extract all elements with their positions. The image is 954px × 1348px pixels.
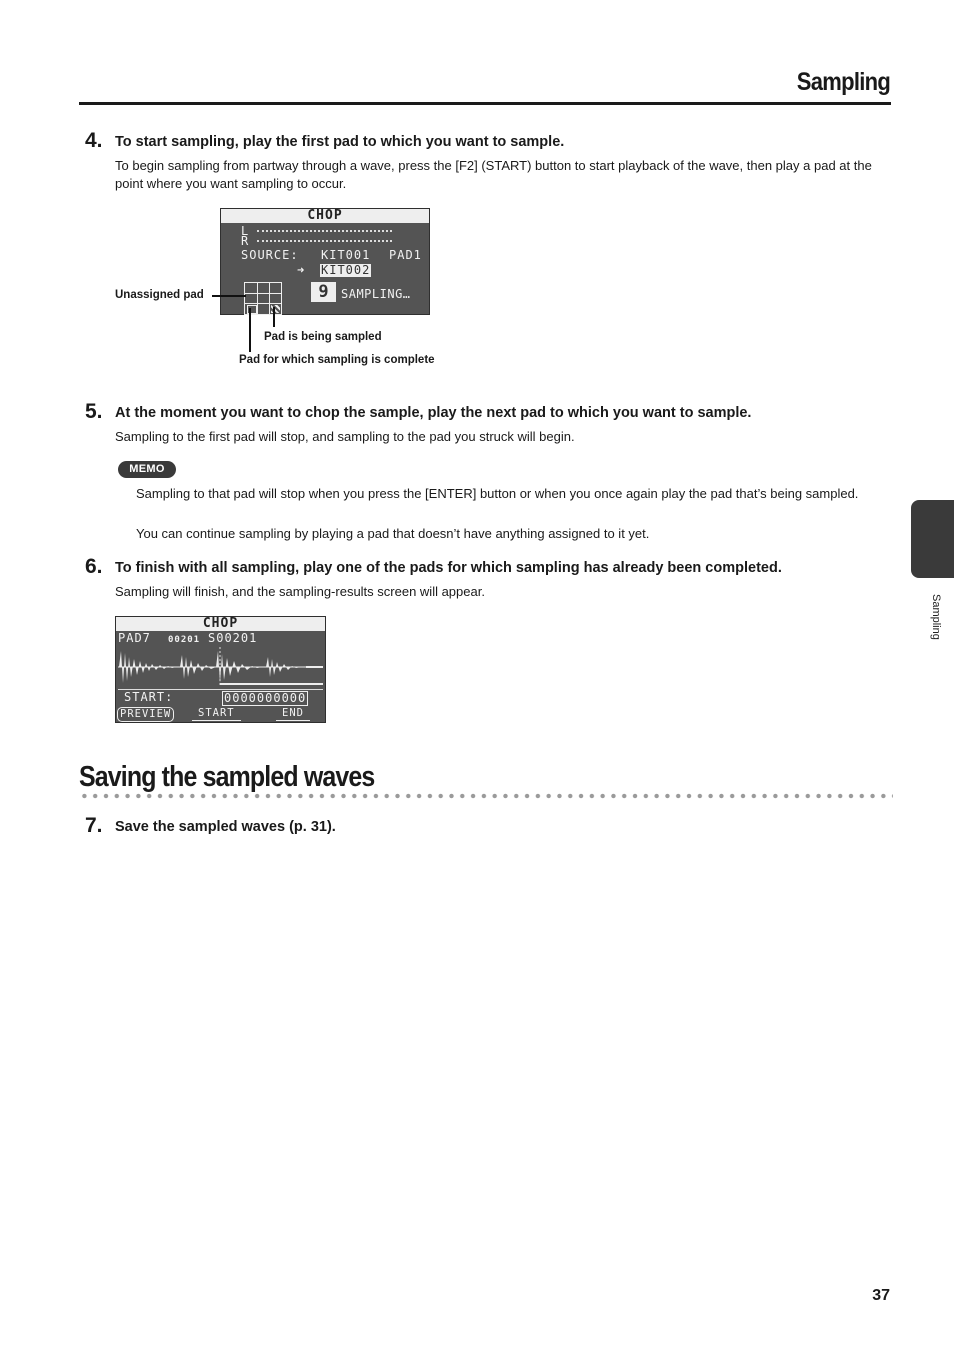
step-5-body: Sampling to the first pad will stop, and sampling to the pad you struck will begin.: [115, 429, 575, 444]
callout-being-sampled-line: [273, 307, 275, 327]
step-7-heading: Save the sampled waves (p. 31).: [115, 819, 336, 835]
start-button[interactable]: START: [192, 707, 241, 721]
meter-l-bar: [257, 230, 392, 234]
sample-index: 00201: [168, 635, 201, 645]
meter-l-label: L: [241, 224, 250, 238]
waveform: [116, 647, 325, 687]
step-6-number: 6.: [85, 555, 103, 578]
callout-complete: Pad for which sampling is complete: [239, 354, 435, 366]
selection-range: [220, 683, 323, 685]
start-value: 0000000000: [224, 691, 307, 705]
step-7-number: 7.: [85, 814, 103, 837]
step-4-number: 4.: [85, 129, 103, 152]
source-kit: KIT001: [321, 248, 371, 262]
section-title: Saving the sampled waves: [79, 761, 375, 793]
callout-being-sampled: Pad is being sampled: [264, 331, 382, 343]
step-4-heading: To start sampling, play the first pad to which you want to sample.: [115, 134, 565, 150]
dest-kit: KIT002: [321, 263, 371, 277]
memo-line-2: You can continue sampling by playing a pad that doesn’t have anything assigned to it yet.: [136, 526, 650, 541]
chapter-side-tab: [911, 500, 954, 578]
chop-sampling-screen: [220, 208, 430, 315]
sampling-status: SAMPLING…: [341, 287, 411, 301]
page-header-title: Sampling: [796, 68, 890, 96]
meter-r-bar: [257, 240, 392, 244]
sample-name: S00201: [208, 631, 258, 645]
step-4-body: To begin sampling from partway through a wave, press the [F2] (START) button to start playback of the wave, then play a pad at the point where you want sampling to occur.: [115, 158, 872, 191]
screen2-title: CHOP: [116, 617, 325, 631]
memo-line-1: Sampling to that pad will stop when you press the [ENTER] button or when you once again play the pad that’s being sampled.: [136, 486, 859, 501]
step-5-heading: At the moment you want to chop the sample, play the next pad to which you want to sample.: [115, 405, 752, 421]
end-button[interactable]: END: [276, 707, 310, 721]
pad-label: PAD7: [118, 631, 151, 645]
step-5-number: 5.: [85, 400, 103, 423]
source-pad: PAD1: [389, 248, 422, 262]
chop-results-screen: [115, 616, 326, 723]
section-dotted-rule: [79, 793, 893, 799]
screen1-title: CHOP: [221, 209, 429, 223]
source-label: SOURCE:: [241, 248, 299, 262]
page-number: 37: [872, 1287, 890, 1304]
step-6-heading: To finish with all sampling, play one of the pads for which sampling has already been completed.: [115, 560, 782, 576]
header-rule: [79, 102, 891, 105]
callout-unassigned-line: [212, 295, 246, 297]
side-tab-label: Sampling: [930, 594, 942, 640]
meter-r-label: R: [241, 234, 250, 248]
step-6-body: Sampling will finish, and the sampling-results screen will appear.: [115, 584, 485, 599]
callout-complete-line: [249, 308, 251, 352]
arrow-icon: ➜: [297, 263, 306, 277]
pad-counter: 9: [311, 282, 336, 302]
start-label: START:: [124, 690, 174, 704]
preview-button[interactable]: PREVIEW: [117, 707, 174, 722]
memo-badge: MEMO: [118, 461, 176, 478]
callout-unassigned-pad: Unassigned pad: [115, 289, 204, 301]
